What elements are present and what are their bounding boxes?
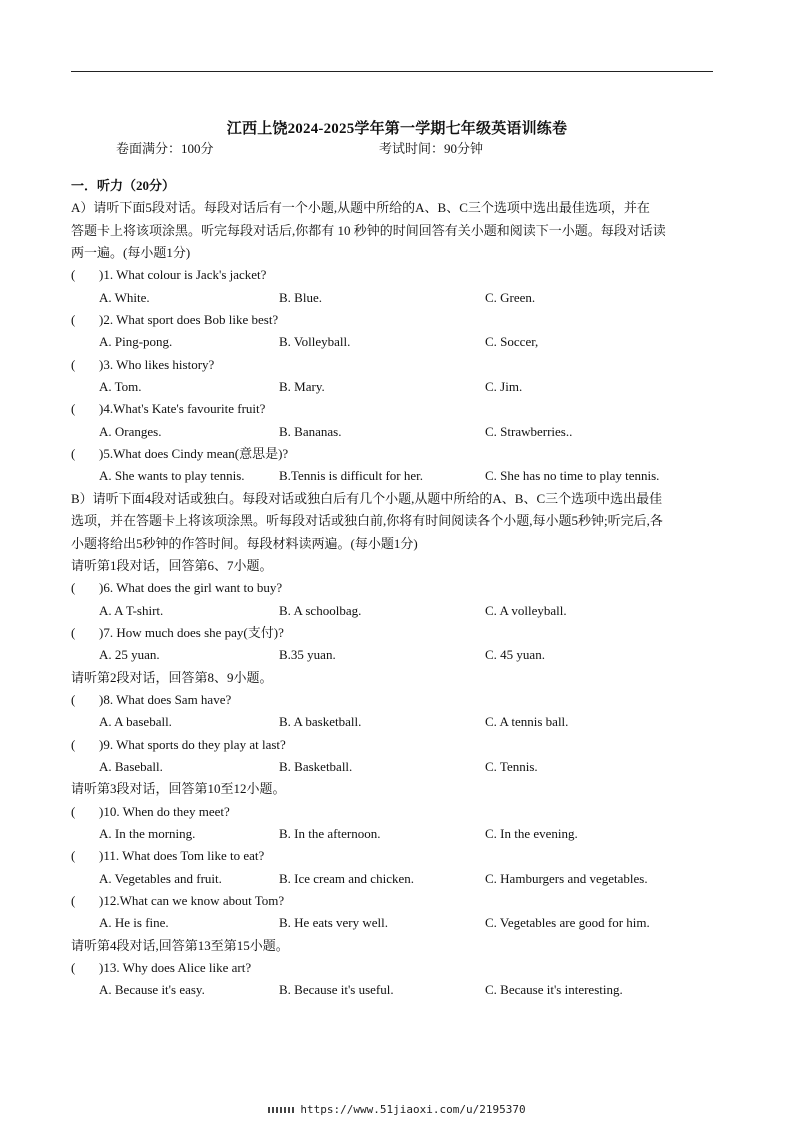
answer-blank[interactable]: ( [71,848,76,864]
option-c: C. In the evening. [485,825,578,841]
exam-content [71,175,715,1002]
option-c: C. Hamburgers and vegetables. [485,870,648,886]
option-a: A. Because it's easy. [99,982,205,998]
option-c: C. A volleyball. [485,602,567,618]
option-c: C. Tennis. [485,758,538,774]
question-4: ( )4.What's Kate's favourite fruit? [71,398,715,420]
option-a: A. She wants to play tennis. [99,468,245,484]
question-3: ( )3. Who likes history? [71,354,715,376]
part-b-instructions: B）请听下面4段对话或独白。每段对话或独白后有几个小题,从题中所给的A、B、C三个选项中选出最佳 选项，并在答题卡上将该项涂黑。听每段对话或独白前,你将有时间阅读各个小题,每小题5秒钟;听完后,各 小题将给出5秒钟的作答时间。每段材料读两遍。(每小题1分) [71,490,663,551]
answer-blank[interactable]: ( [71,446,76,462]
question-2: ( )2. What sport does Bob like best? [71,309,715,331]
option-c: C. She has no time to play tennis. [485,468,660,484]
question-10: ( )10. When do they meet? [71,801,715,823]
footer-url[interactable]: https://www.51jiaoxi.com/u/2195370 [300,1103,526,1116]
question-13: ( )13. Why does Alice like art? [71,957,715,979]
question-8: ( )8. What does Sam have? [71,689,715,711]
options-1 [71,287,715,309]
dialogue-3-instruction: 请听第3段对话，回答第10至12小题。 [71,781,286,797]
option-b: B. In the afternoon. [279,825,381,841]
option-b: B. Bananas. [279,423,342,439]
exam-time: 考试时间：90分钟 [379,141,484,156]
options-3 [71,376,715,398]
options-13 [71,979,715,1001]
option-a: A. In the morning. [99,825,196,841]
question-9: ( )9. What sports do they play at last? [71,734,715,756]
option-c: C. Vegetables are good for him. [485,915,650,931]
options-4 [71,421,715,443]
option-a: A. Baseball. [99,758,163,774]
answer-blank[interactable]: ( [71,893,76,908]
answer-blank[interactable]: ( [71,401,76,417]
option-a: A. A T-shirt. [99,602,164,618]
option-b: B.35 yuan. [279,647,336,663]
answer-blank[interactable]: ( [71,267,76,283]
option-a: A. He is fine. [99,915,169,931]
header-rule [71,71,713,72]
option-b: B. Ice cream and chicken. [279,870,414,886]
option-b: B. Mary. [279,379,325,395]
option-c: C. Because it's interesting. [485,982,623,998]
question-12: ( )12.What can we know about Tom? [71,890,715,912]
site-logo-icon [268,1107,294,1113]
option-c: C. A tennis ball. [485,714,569,730]
option-b: B. He eats very well. [279,915,389,931]
part-a-instructions: A）请听下面5段对话。每段对话后有一个小题,从题中所给的A、B、C三个选项中选出最佳选项，并在 答题卡上将该项涂黑。听完每段对话后,你都有 10 秒钟的时间回答有关小题和阅读下一小题。每段对话读 两一遍。(每小题1分) [71,200,666,261]
option-b: B. Because it's useful. [279,982,394,998]
options-8 [71,711,715,733]
option-a: A. Tom. [99,379,142,395]
options-10 [71,823,715,845]
option-b: B. A schoolbag. [279,602,362,618]
section-heading: 一．听力（20分） [71,178,176,193]
option-c: C. Strawberries.. [485,423,573,439]
question-7: ( )7. How much does she pay(支付)? [71,622,715,644]
option-b: B. Blue. [279,289,322,305]
answer-blank[interactable]: ( [71,803,76,819]
option-a: A. Vegetables and fruit. [99,870,222,886]
answer-blank[interactable]: ( [71,356,76,372]
option-a: A. A baseball. [99,714,172,730]
answer-blank[interactable]: ( [71,736,76,752]
option-b: B.Tennis is difficult for her. [279,468,423,484]
option-c: C. Soccer, [485,334,539,350]
dialogue-2-instruction: 请听第2段对话，回答第8、9小题。 [71,669,273,685]
option-a: A. White. [99,289,150,305]
option-b: B. A basketball. [279,714,362,730]
option-a: A. 25 yuan. [99,647,160,663]
option-a: A. Oranges. [99,423,162,439]
option-c: C. Jim. [485,379,523,395]
option-c: C. Green. [485,289,536,305]
options-6 [71,600,715,622]
answer-blank[interactable]: ( [71,624,76,640]
dialogue-4-instruction: 请听第4段对话,回答第13至第15小题。 [71,937,289,953]
options-11 [71,868,715,890]
options-5 [71,465,715,487]
answer-blank[interactable]: ( [71,960,76,976]
option-b: B. Basketball. [279,758,353,774]
full-score: 卷面满分：100分 [116,141,214,156]
options-9 [71,756,715,778]
options-2 [71,331,715,353]
question-1: ( )1. What colour is Jack's jacket? [71,264,715,286]
option-c: C. 45 yuan. [485,647,545,663]
option-a: A. Ping-pong. [99,334,173,350]
question-5: ( )5.What does Cindy mean(意思是)? [71,443,715,465]
answer-blank[interactable]: ( [71,691,76,707]
options-7 [71,644,715,666]
option-b: B. Volleyball. [279,334,351,350]
options-12 [71,912,715,934]
dialogue-1-instruction: 请听第1段对话，回答第6、7小题。 [71,557,273,573]
answer-blank[interactable]: ( [71,312,76,328]
question-11: ( )11. What does Tom like to eat? [71,845,715,867]
question-6: ( )6. What does the girl want to buy? [71,577,715,599]
page-footer [0,1103,794,1116]
answer-blank[interactable]: ( [71,580,76,596]
page-title: 江西上饶2024-2025学年第一学期七年级英语训练卷 [226,121,568,137]
